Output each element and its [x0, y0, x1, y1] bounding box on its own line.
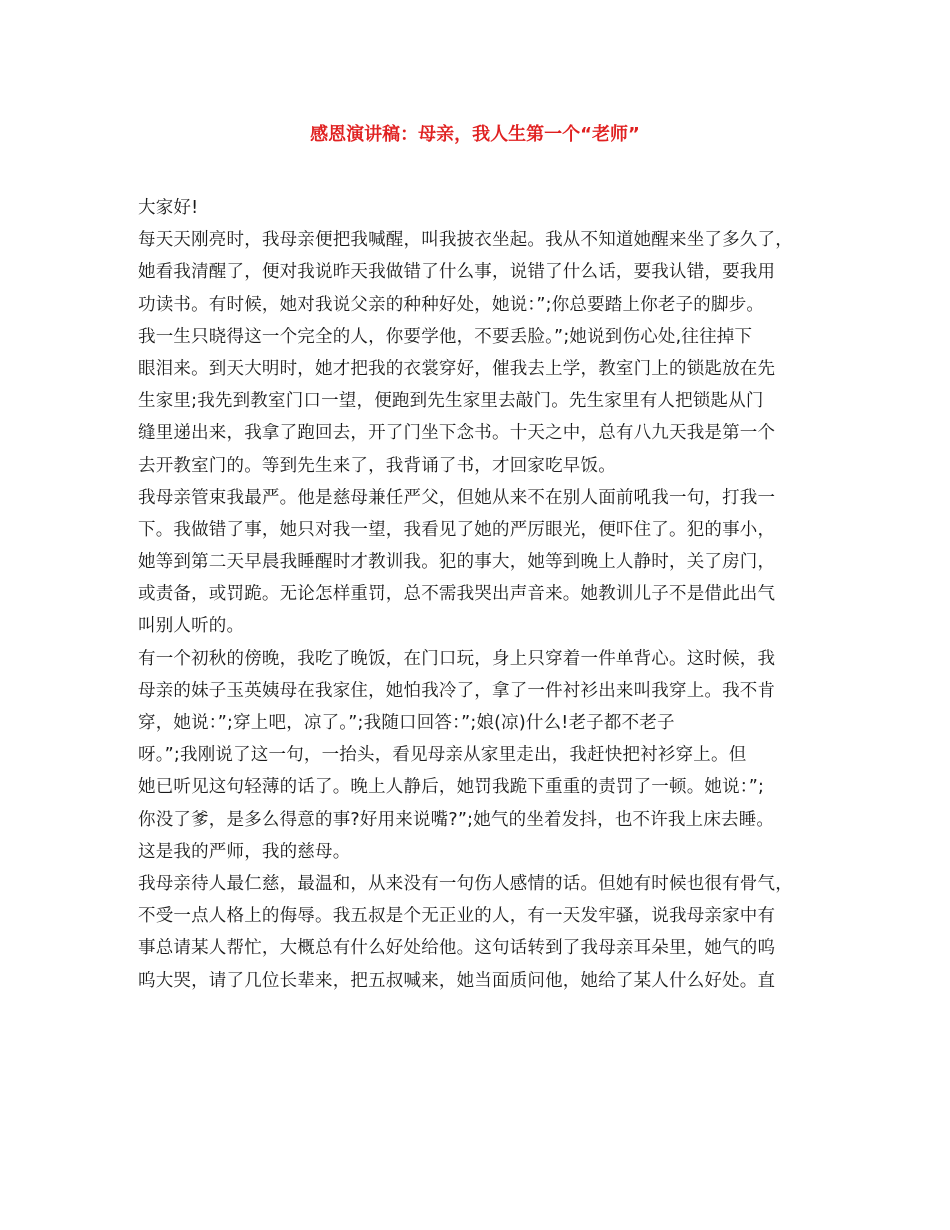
text-line: 她看我清醒了，便对我说昨天我做错了什么事，说错了什么话，要我认错，要我用	[138, 262, 776, 283]
text-line: 有一个初秋的傍晚，我吃了晚饭，在门口玩，身上只穿着一件单背心。这时候，我	[138, 648, 776, 669]
text-line: 我一生只晓得这一个完全的人，你要学他，不要丢脸。”;她说到伤心处,往往掉下	[138, 326, 753, 347]
text-line: 呀。”;我刚说了这一句，一抬头，看见母亲从家里走出，我赶快把衬衫穿上。但	[138, 745, 747, 766]
page-title: 感恩演讲稿：母亲，我人生第一个“老师”	[310, 124, 640, 145]
text-line: 或责备，或罚跪。无论怎样重罚，总不需我哭出声音来。她教训儿子不是借此出气	[138, 584, 776, 605]
text-line: 不受一点人格上的侮辱。我五叔是个无正业的人，有一天发牢骚，说我母亲家中有	[138, 906, 776, 927]
text-line: 她等到第二天早晨我睡醒时才教训我。犯的事大，她等到晚上人静时，关了房门，	[138, 552, 776, 573]
text-line: 她已听见这句轻薄的话了。晚上人静后，她罚我跪下重重的责罚了一顿。她说：”;	[138, 777, 765, 798]
text-line: 母亲的妹子玉英姨母在我家住，她怕我冷了，拿了一件衬衫出来叫我穿上。我不肯	[138, 680, 776, 701]
text-line: 呜大哭，请了几位长辈来，把五叔喊来，她当面质问他，她给了某人什么好处。直	[138, 970, 776, 991]
text-line: 我母亲待人最仁慈，最温和，从来没有一句伤人感情的话。但她有时候也很有骨气，	[138, 873, 793, 894]
text-line: 去开教室门的。等到先生来了，我背诵了书，才回家吃早饭。	[138, 455, 616, 476]
text-line: 生家里;我先到教室门口一望，便跑到先生家里去敲门。先生家里有人把锁匙从门	[138, 391, 764, 412]
text-line: 缝里递出来，我拿了跑回去，开了门坐下念书。十天之中，总有八九天我是第一个	[138, 423, 776, 444]
body-text	[138, 192, 818, 997]
text-line: 叫别人听的。	[138, 616, 245, 637]
text-line: 事总请某人帮忙，大概总有什么好处给他。这句话转到了我母亲耳朵里，她气的呜	[138, 938, 776, 959]
text-line: 这是我的严师，我的慈母。	[138, 841, 351, 862]
text-line: 穿，她说：”;穿上吧，凉了。”;我随口回答：”;娘(凉)什么!老子都不老子	[138, 713, 675, 733]
text-line: 眼泪来。到天大明时，她才把我的衣裳穿好，催我去上学，教室门上的锁匙放在先	[138, 358, 776, 379]
text-line: 大家好!	[138, 198, 199, 218]
text-line: 你没了爹，是多么得意的事?好用来说嘴?”;她气的坐着发抖，也不许我上床去睡。	[138, 809, 775, 830]
text-line: 功读书。有时候，她对我说父亲的种种好处，她说：”;你总要踏上你老子的脚步。	[138, 294, 765, 315]
text-line: 每天天刚亮时，我母亲便把我喊醒，叫我披衣坐起。我从不知道她醒来坐了多久了，	[138, 230, 793, 251]
text-line: 下。我做错了事，她只对我一望，我看见了她的严厉眼光，便吓住了。犯的事小，	[138, 519, 776, 540]
text-line: 我母亲管束我最严。他是慈母兼任严父，但她从来不在别人面前吼我一句，打我一	[138, 487, 776, 508]
